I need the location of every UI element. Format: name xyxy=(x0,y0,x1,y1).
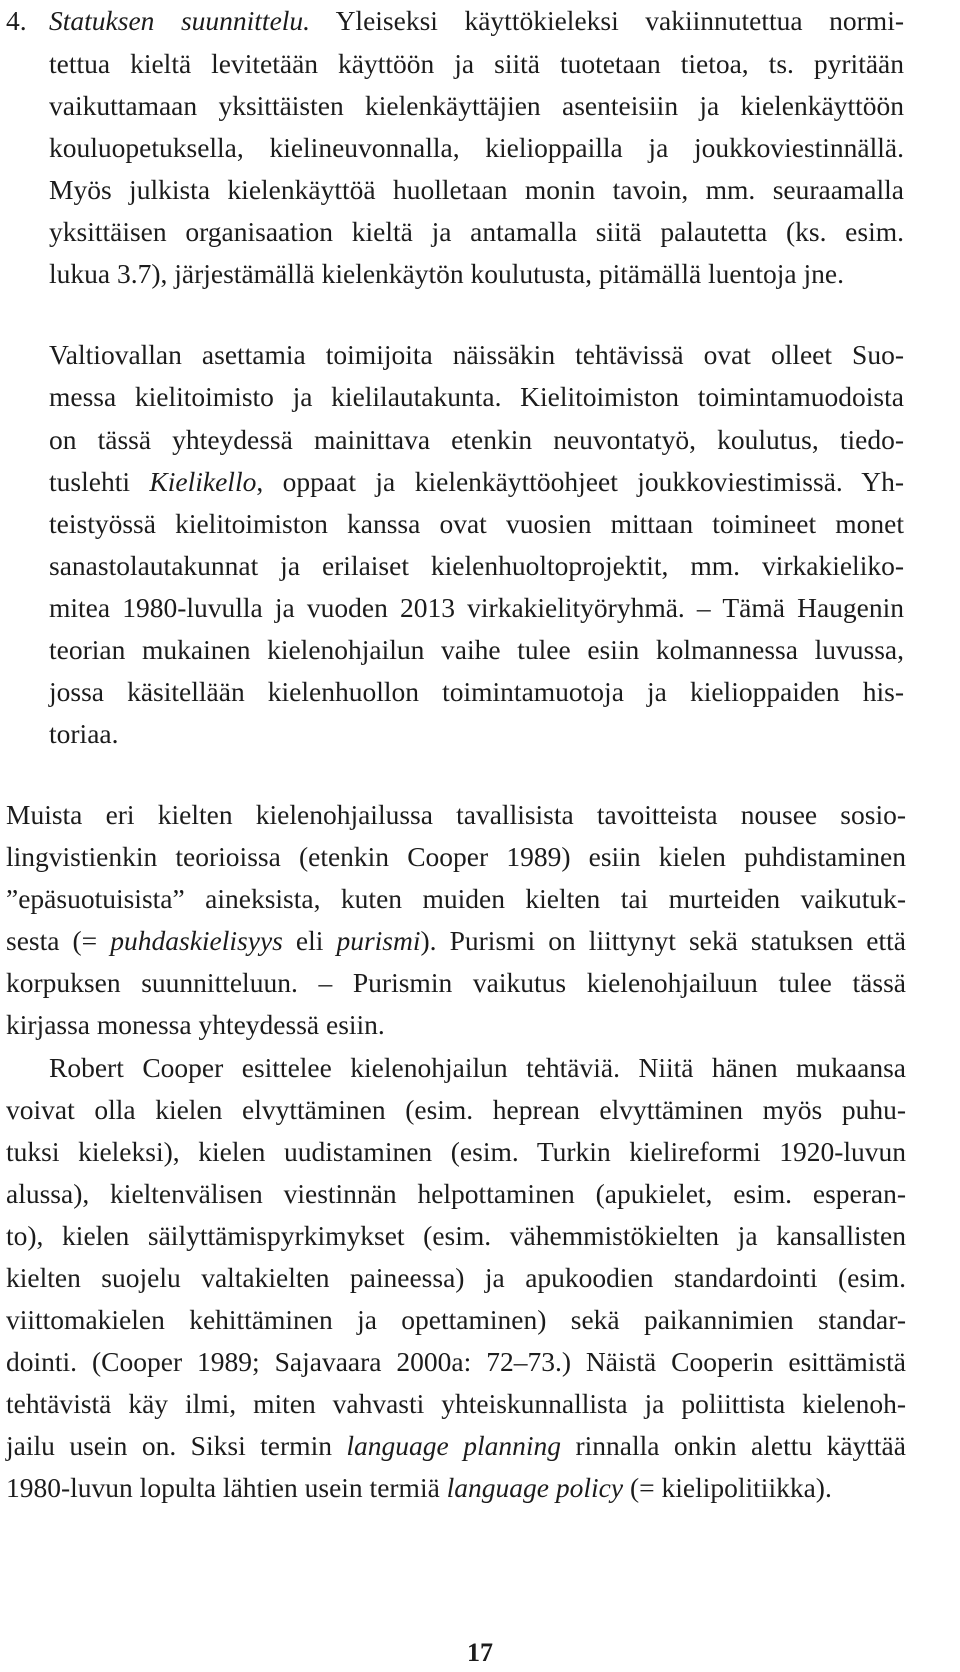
text-line: tettua kieltä levitetään käyttöön ja siitä tuotetaan tietoa, ts. pyritään xyxy=(49,48,904,79)
page-number: 17 xyxy=(467,1638,493,1667)
text-line: sanastolautakunnat ja erilaiset kielenhuoltoprojektit, mm. virkakieliko- xyxy=(49,550,904,581)
text-line: mitea 1980-luvulla ja vuoden 2013 virkakielityöryhmä. – Tämä Haugenin xyxy=(49,592,904,623)
text-line: teorian mukainen kielenohjailun vaihe tulee esiin kolmannessa luvussa, xyxy=(49,634,904,665)
text-line: Robert Cooper esittelee kielenohjailun tehtäviä. Niitä hänen mukaansa xyxy=(49,1052,906,1083)
text-line: to), kielen säilyttämispyrkimykset (esim. vähemmistökielten ja kansallisten xyxy=(6,1220,906,1251)
text-line: messa kielitoimisto ja kielilautakunta. Kielitoimiston toimintamuodoista xyxy=(49,381,904,412)
text-line: tuslehti Kielikello, oppaat ja kielenkäyttöohjeet joukkoviestimissä. Yh- xyxy=(49,466,904,497)
text-line: toriaa. xyxy=(49,718,119,749)
text-line: yksittäisen organisaation kieltä ja antamalla siitä palautetta (ks. esim. xyxy=(49,216,904,247)
text-line: alussa), kieltenvälisen viestinnän helpottaminen (apukielet, esim. esperan- xyxy=(6,1178,906,1209)
italic-term: purismi xyxy=(336,925,421,956)
text-line: kielten suojelu valtakielten paineessa) ja apukoodien standardointi (esim. xyxy=(6,1262,906,1293)
item-first-line: Statuksen suunnittelu. Yleiseksi käyttökieleksi vakiinnutettua normi- xyxy=(49,5,904,36)
text-line: 1980-luvun lopulta lähtien usein termiä language policy (= kielipolitiikka). xyxy=(6,1472,832,1503)
text-line: Myös julkista kielenkäyttöä huolletaan monin tavoin, mm. seuraamalla xyxy=(49,174,904,205)
italic-term: language planning xyxy=(346,1430,562,1461)
italic-term: language policy xyxy=(446,1472,624,1503)
text-line: on tässä yhteydessä mainittava etenkin neuvontatyö, koulutus, tiedo- xyxy=(49,424,904,455)
text-line: dointi. (Cooper 1989; Sajavaara 2000a: 72–73.) Näistä Cooperin esittämistä xyxy=(6,1346,906,1377)
text-line: vaikuttamaan yksittäisten kielenkäyttäjien asenteisiin ja kielenkäyttöön xyxy=(49,90,904,121)
italic-term: Kielikello xyxy=(149,466,257,497)
text-line: voivat olla kielen elvyttäminen (esim. heprean elvyttäminen myös puhu- xyxy=(6,1094,906,1125)
text-line: jossa käsitellään kielenhuollon toimintamuotoja ja kielioppaiden his- xyxy=(49,676,904,707)
text-line: Valtiovallan asettamia toimijoita näissäkin tehtävissä ovat olleet Suo- xyxy=(49,339,904,370)
text-line: kouluopetuksella, kielineuvonnalla, kielioppailla ja joukkoviestinnällä. xyxy=(49,132,904,163)
text-line: viittomakielen kehittäminen ja opettaminen) sekä paikannimien standar- xyxy=(6,1304,906,1335)
text-line: kirjassa monessa yhteydessä esiin. xyxy=(6,1009,385,1040)
text-line: jailu usein on. Siksi termin language planning rinnalla onkin alettu käyttää xyxy=(6,1430,906,1461)
text-line: sesta (= puhdaskielisyys eli purismi). Purismi on liittynyt sekä statuksen että xyxy=(6,925,906,956)
text-line: lukua 3.7), järjestämällä kielenkäytön koulutusta, pitämällä luentoja jne. xyxy=(49,258,844,289)
text-line: lingvistienkin teorioissa (etenkin Cooper 1989) esiin kielen puhdistaminen xyxy=(6,841,906,872)
list-number: 4. xyxy=(6,5,27,36)
item-heading: Statuksen suunnittelu. xyxy=(49,5,311,36)
text-line: teistyössä kielitoimiston kanssa ovat vuosien mittaan toimineet monet xyxy=(49,508,904,539)
text-line: Muista eri kielten kielenohjailussa tavallisista tavoitteista nousee sosio- xyxy=(6,799,906,830)
text-line: ”epäsuotuisista” aineksista, kuten muiden kielten tai murteiden vaikutuk- xyxy=(6,883,906,914)
italic-term: puhdaskielisyys xyxy=(110,925,283,956)
text-line: tuksi kieleksi), kielen uudistaminen (esim. Turkin kielireformi 1920-luvun xyxy=(6,1136,906,1167)
text-line: tehtävistä käy ilmi, miten vahvasti yhteiskunnallista ja poliittista kielenoh- xyxy=(6,1388,906,1419)
text-line: korpuksen suunnitteluun. – Purismin vaikutus kielenohjailuun tulee tässä xyxy=(6,967,906,998)
